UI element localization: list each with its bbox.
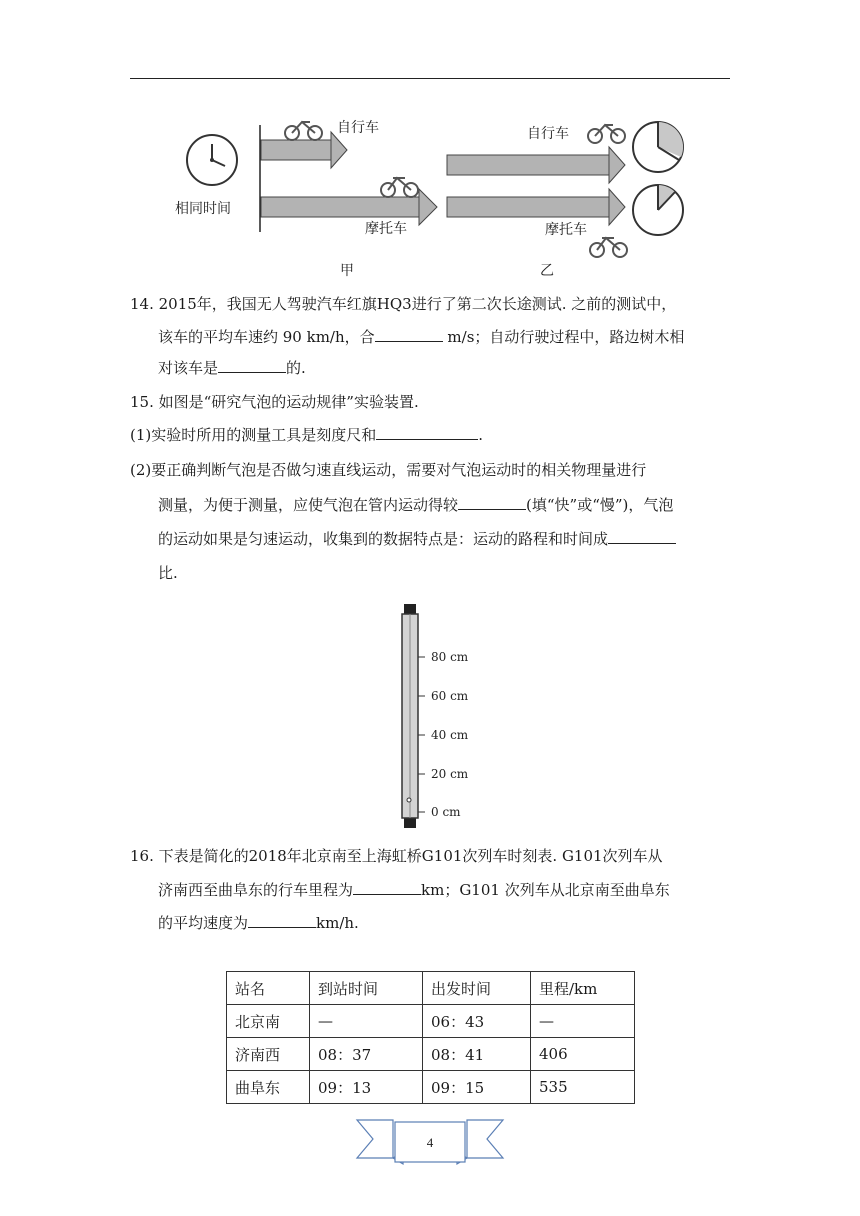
speed-comparison-figure (165, 100, 705, 285)
q14-text: 的. (286, 359, 306, 377)
clock-icon-bicycle (633, 122, 683, 172)
table-cell: 08：41 (423, 1038, 531, 1071)
q15-speed-blank[interactable] (458, 493, 526, 510)
bicycle-label-right: 自行车 (527, 126, 569, 142)
caption-right: 乙 (540, 263, 554, 279)
caption-left: 甲 (340, 263, 354, 279)
q16-distance-blank[interactable] (353, 878, 421, 895)
header-rule (130, 78, 730, 79)
q16-text: 的平均速度为 (158, 914, 249, 932)
q15-text: 测量，为便于测量，应使气泡在管内运动得较 (158, 496, 459, 514)
ruler-label-80: 80 cm (431, 650, 469, 664)
q15-tool-blank[interactable] (376, 423, 478, 440)
q14-speed-blank[interactable] (375, 325, 443, 342)
tube-bottom-cap (404, 818, 416, 828)
table-cell: — (310, 1005, 423, 1038)
bicycle-arrow-short (261, 132, 347, 168)
ruler-label-0: 0 cm (431, 805, 461, 819)
motorcycle-icon-right (590, 238, 627, 257)
q15-part-2-line-2 (158, 490, 673, 520)
table-cell: — (531, 1005, 635, 1038)
table-header-cell: 站名 (227, 972, 310, 1005)
q14-relative-blank[interactable] (218, 356, 286, 373)
bicycle-icon (285, 122, 322, 140)
q14-line-1: 14. 2015年，我国无人驾驶汽车红旗HQ3进行了第二次长途测试. 之前的测试中， (130, 295, 677, 313)
q14-line-3 (158, 353, 306, 383)
q15-part-2-line-3 (158, 524, 676, 554)
air-bubble (407, 798, 411, 802)
q15-text: (1)实验时所用的测量工具是刻度尺和 (130, 426, 377, 444)
page-number: 4 (426, 1135, 434, 1150)
q16-text: km；G101 次列车从北京南至曲阜东 (421, 881, 670, 899)
clock-label: 相同时间 (175, 201, 231, 217)
ruler-label-40: 40 cm (431, 728, 469, 742)
q14-text: 对该车是 (158, 359, 219, 377)
q16-line-3 (158, 908, 359, 938)
motorcycle-arrow-long (261, 189, 437, 225)
table-row (227, 1038, 635, 1071)
bicycle-icon-right (588, 125, 625, 143)
page-number-ribbon (355, 1118, 505, 1166)
table-header-cell: 出发时间 (423, 972, 531, 1005)
clock-icon-motorcycle (633, 185, 683, 235)
table-cell: 06：43 (423, 1005, 531, 1038)
table-header-cell: 里程/km (531, 972, 635, 1005)
table-cell: 09：15 (423, 1071, 531, 1104)
table-header-row (227, 972, 635, 1005)
q15-part-2-line-1: (2)要正确判断气泡是否做匀速直线运动，需要对气泡运动时的相关物理量进行 (130, 461, 647, 479)
ruler-label-20: 20 cm (431, 767, 469, 781)
q15-part-1 (130, 420, 483, 450)
motorcycle-icon (381, 178, 418, 197)
train-timetable (226, 971, 635, 1104)
table-cell: 北京南 (227, 1005, 310, 1038)
q16-line-1: 16. 下表是简化的2018年北京南至上海虹桥G101次列车时刻表. G101次列车从 (130, 847, 663, 865)
ruler-ticks (418, 657, 425, 812)
bicycle-arrow-right (447, 147, 625, 183)
table-cell: 曲阜东 (227, 1071, 310, 1104)
table-row (227, 1071, 635, 1104)
q15-text: . (478, 426, 484, 444)
q15-ratio-blank[interactable] (608, 527, 676, 544)
clock-icon (187, 135, 237, 185)
q14-text: m/s；自动行驶过程中，路边树木相 (442, 328, 685, 346)
bicycle-label-left: 自行车 (337, 120, 379, 136)
motorcycle-label-right: 摩托车 (545, 222, 587, 238)
table-cell: 济南西 (227, 1038, 310, 1071)
table-row (227, 1005, 635, 1038)
q15-part-2-line-4: 比. (158, 564, 178, 582)
q15-line-1: 15. 如图是“研究气泡的运动规律”实验装置. (130, 393, 419, 411)
ruler-label-60: 60 cm (431, 689, 469, 703)
q15-text: (填“快”或“慢”)，气泡 (526, 496, 674, 514)
q16-speed-blank[interactable] (248, 911, 316, 928)
q16-text: 济南西至曲阜东的行车里程为 (158, 881, 354, 899)
motorcycle-label-left: 摩托车 (365, 221, 407, 237)
motorcycle-arrow-right (447, 189, 625, 225)
table-header-cell: 到站时间 (310, 972, 423, 1005)
q15-text: 的运动如果是匀速运动，收集到的数据特点是：运动的路程和时间成 (158, 530, 609, 548)
table-cell: 406 (531, 1038, 635, 1071)
bubble-tube-figure (395, 600, 485, 832)
q14-line-2 (158, 322, 684, 352)
table-cell: 08：37 (310, 1038, 423, 1071)
q16-line-2 (158, 875, 670, 905)
table-cell: 09：13 (310, 1071, 423, 1104)
tube-top-cap (404, 604, 416, 614)
q16-text: km/h. (316, 914, 359, 932)
q14-text: 该车的平均车速约 90 km/h，合 (158, 328, 375, 346)
table-cell: 535 (531, 1071, 635, 1104)
